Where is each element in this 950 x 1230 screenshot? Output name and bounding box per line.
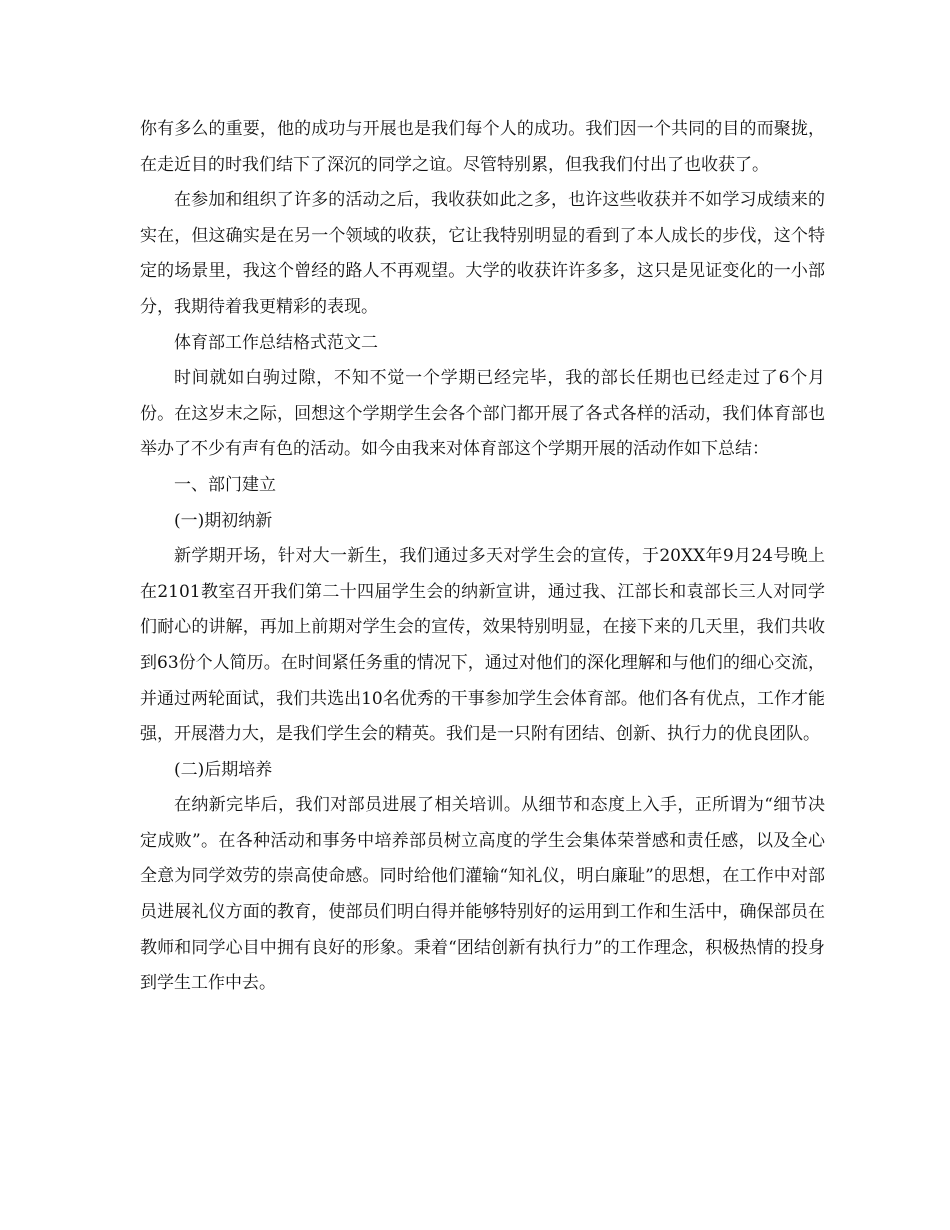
document-page [140, 112, 825, 1002]
heading-department-building: 一、部门建立 [174, 474, 276, 495]
paragraph-continuation: 你有多么的重要，他的成功与开展也是我们每个人的成功。我们因一个共同的目的而聚拢，在走近目的时我们结下了深沉的同学之谊。尽管特别累，但我我们付出了也收获了。 [140, 119, 825, 175]
section-title: 体育部工作总结格式范文二 [174, 332, 378, 353]
paragraph-intro: 时间就如白驹过隙，不知不觉一个学期已经完毕，我的部长任期也已经走过了6个月份。在这岁末之际，回想这个学期学生会各个部门都开展了各式各样的活动，我们体育部也举办了不少有声有色的活动。如今由我来对体育部这个学期开展的活动作如下总结： [140, 368, 825, 460]
subheading-recruitment: (一)期初纳新 [174, 510, 273, 531]
subheading-training: (二)后期培养 [174, 759, 273, 780]
paragraph-harvest: 在参加和组织了许多的活动之后，我收获如此之多，也许这些收获并不如学习成绩来的实在，但这确实是在另一个领域的收获，它让我特别明显的看到了本人成长的步伐，这个特定的场景里，我这个曾经的路人不再观望。大学的收获许许多多，这只是见证变化的一小部分，我期待着我更精彩的表现。 [140, 190, 825, 317]
paragraph-recruitment: 新学期开场，针对大一新生，我们通过多天对学生会的宣传，于20XX年9月24号晚上在2101教室召开我们第二十四届学生会的纳新宣讲，通过我、江部长和袁部长三人对同学们耐心的讲解，再加上前期对学生会的宣传，效果特别明显，在接下来的几天里，我们共收到63份个人简历。在时间紧任务重的情况下，通过对他们的深化理解和与他们的细心交流，并通过两轮面试，我们共选出10名优秀的干事参加学生会体育部。他们各有优点，工作才能强，开展潜力大，是我们学生会的精英。我们是一只附有团结、创新、执行力的优良团队。 [140, 546, 825, 745]
paragraph-training: 在纳新完毕后，我们对部员进展了相关培训。从细节和态度上入手，正所谓为“细节决定成败”。在各种活动和事务中培养部员树立高度的学生会集体荣誉感和责任感，以及全心全意为同学效劳的崇高使命感。同时给他们灌输“知礼仪，明白廉耻”的思想，在工作中对部员进展礼仪方面的教育，使部员们明白得并能够特别好的运用到工作和生活中，确保部员在教师和同学心目中拥有良好的形象。秉着“团结创新有执行力”的工作理念，积极热情的投身到学生工作中去。 [140, 795, 825, 994]
